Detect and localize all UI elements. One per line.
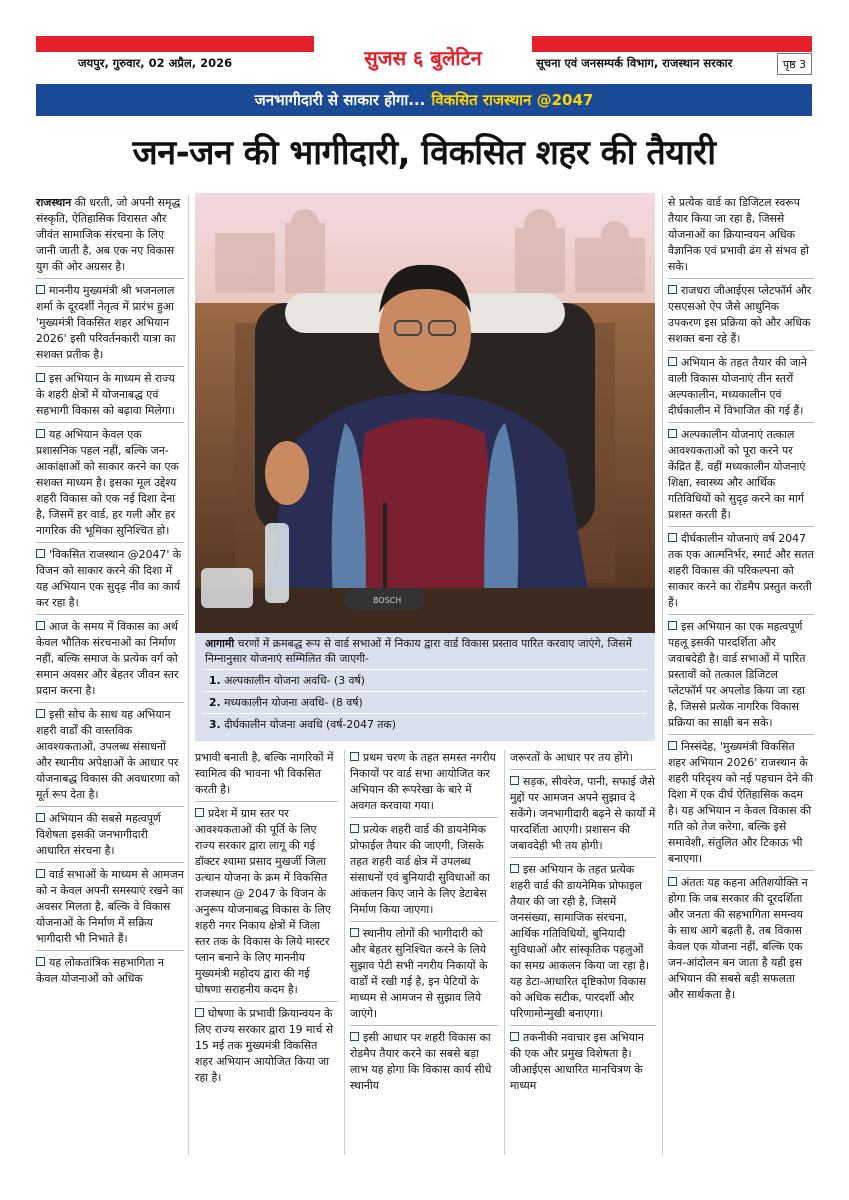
article-paragraph [350,926,498,1026]
article-paragraph [36,283,184,367]
article-paragraph [36,955,184,990]
article-paragraph [668,739,814,871]
bullet-square-icon [36,957,45,966]
column-divider [188,195,189,1155]
bullet-square-icon [668,877,677,886]
paragraph-text: आज के समय में विकास का अर्थ केवल भौतिक संरचनाओं का निर्माण नहीं, बल्कि समाज के प्रत्येक वर्ग को समान अवसर और बेहतर जीवन स्तर प्रदान करना है। [36,620,179,697]
chief-minister-photo [195,193,655,633]
plan-item-number: 1. [209,674,221,687]
article-paragraph [36,707,184,807]
paragraph-text: सड़क, सीवरेज, पानी, सफाई जैसे मुद्दों पर आमजन अपने सुझाव दे सकेंगे। जनभागीदारी बढ़ने से कार्यों में पारदर्शिता आएगी। प्रशासन की जबावदेही भी तय होगी। [510,775,656,852]
paragraph-text: तकनीकी नवाचार इस अभियान की एक और प्रमुख विशेषता है। जीआईएस आधारित मानचित्रण के माध्यम [510,1031,644,1092]
bullet-square-icon [36,373,45,382]
bullet-square-icon [36,285,45,294]
column-divider [504,750,505,1155]
bullet-square-icon [36,621,45,630]
info-intro [203,636,647,670]
plan-item [203,692,647,714]
plan-item-number: 3. [209,718,221,731]
article-column-2 [195,750,338,1093]
paragraph-text: इसी आधार पर शहरी विकास का रोडमैप तैयार करने का सबसे बड़ा लाभ यह होगा कि विकास कार्य सीधे स्थानीय [350,1031,492,1092]
paragraph-text: प्रभावी बनाती है, बल्कि नागरिकों में स्वामित्व की भावना भी विकसित करती है। [195,751,334,796]
paragraph-text: अभियान की सबसे महत्वपूर्ण विशेषता इसकी जनभागीदारी आधारित संरचना है। [36,812,161,857]
masthead-date: जयपुर, गुरुवार, 02 अप्रैल, 2026 [78,56,233,70]
paragraph-text: की धरती, जो अपनी समृद्ध संस्कृति, ऐतिहासिक विरासत और जीवंत सामाजिक संरचना के लिए जानी जाती है, अब एक नए विकास युग की ओर अग्रसर है। [36,196,181,273]
info-lead-word: आगामी [205,637,235,650]
paragraph-text: से प्रत्येक वार्ड का डिजिटल स्वरूप तैयार किया जा रहा है, जिससे योजनाओं का क्रियान्वयन अधिक वैज्ञानिक एवं प्रभावी ढंग से संभव हो सके। [668,196,809,273]
paragraph-text: अंततः यह कहना अतिशयोक्ति न होगा कि जब सरकार की दूरदर्शिता और जनता की सहभागिता समन्वय के साथ आगे बढ़ती है, तब विकास केवल एक योजना नहीं, बल्कि एक जन-आंदोलन बन जाता है यही इस अभियान की सबसे बड़ी सफलता और सार्थकता है। [668,876,808,1001]
microphone-brand-label: BOSCH [373,596,402,605]
bullet-square-icon [668,429,677,438]
article-paragraph [350,822,498,922]
info-intro-text: चरणों में क्रमबद्ध रूप से वार्ड सभाओं में निकाय द्वारा वार्ड विकास प्रस्ताव पारित करवाए जाएंगे, जिसमें निम्नानुसार योजनाएं सम्मिलित की जाएगी- [205,637,633,665]
bullet-square-icon [668,621,677,630]
article-paragraph [510,862,656,1026]
bullet-square-icon [510,776,519,785]
article-column-4 [510,750,656,1101]
article-paragraph [36,371,184,423]
article-paragraph [36,811,184,863]
bullet-square-icon [195,1008,204,1017]
paragraph-text: वार्ड सभाओं के माध्यम से आमजन को न केवल अपनी समस्याएं रखने का अवसर मिलता है, बल्कि वे विकास योजनाओं के निर्माण में सक्रिय भागीदारी भी निभाते हैं। [36,868,184,945]
paragraph-text: घोषणा के प्रभावी क्रियान्वयन के लिए राज्य सरकार द्वारा 19 मार्च से 15 मई तक मुख्यमंत्री विकसित शहर अभियान आयोजित किया जा रहा है। [195,1007,334,1084]
plan-item-number: 2. [209,696,221,709]
bullet-square-icon [510,1032,519,1041]
article-paragraph [350,750,498,818]
bullet-square-icon [668,357,677,366]
photo-illustration [195,193,655,633]
article-column-3 [350,750,498,1101]
article-paragraph [350,1030,498,1097]
article-paragraph [195,806,338,1002]
article-paragraph [668,195,814,279]
campaign-banner [36,84,812,116]
masthead [36,36,812,78]
article-column-1 [36,195,184,994]
paragraph-text: इस अभियान के तहत प्रत्येक शहरी वार्ड की डायनेमिक प्रोफाइल तैयार की जा रही है, जिसमें जनसंख्या, सामाजिक संरचना, आर्थिक गतिविधियों, बुनियादी सुविधाओं और सांस्कृतिक पहलुओं का समग्र आकलन किया जा रहा है। यह डेटा-आधारित दृष्टिकोण विकास को अधिक सटीक, पारदर्शी और परिणामोन्मुखी बनाएगा। [510,863,650,1020]
bullet-square-icon [668,741,677,750]
article-paragraph [510,1030,656,1097]
paragraph-text: प्रत्येक शहरी वार्ड की डायनेमिक प्रोफाईल तैयार की जाएगी, जिसके तहत शहरी वार्ड क्षेत्र में उपलब्ध संसाधनों एवं बुनियादी सुविधाओं का आंकलन किए जाने के लिए डेटाबेस निर्माण किया जाएगा। [350,823,490,916]
paragraph-text: अल्पकालीन योजनाएं तत्काल आवश्यकताओं को पूरा करने पर केंद्रित हैं, वहीं मध्यकालीन योजनाएं शिक्षा, स्वास्थ्य और आर्थिक गतिविधियों को सुदृढ़ करने का मार्ग प्रशस्त करती हैं। [668,428,806,521]
article-paragraph [36,195,184,279]
paragraph-text: राजधरा जीआईएस प्लेटफॉर्म और एसएसओ ऐप जैसे आधुनिक उपकरण इस प्रक्रिया को और अधिक सशक्त बना रहे हैं। [668,284,812,345]
bulletin-logo-text: सुजस ६ बुलेटिन [364,45,482,70]
paragraph-text: यह अभियान केवल एक प्रशासनिक पहल नहीं, बल्कि जन-आकांक्षाओं को साकार करने का एक सशक्त माध्यम है। इसका मूल उद्देश्य शहरी विकास को एक नई दिशा देना है, जिसमें हर वार्ड, हर गली और हर नागरिक की भूमिका सुनिश्चित हो। [36,428,179,537]
column-divider [344,750,345,1155]
paragraph-text: प्रथम चरण के तहत समस्त नगरीय निकायों पर वार्ड सभा आयोजित कर अभियान की रूपरेखा के बारे में अवगत करवाया गया। [350,751,496,812]
paragraph-text: प्रदेश में ग्राम स्तर पर आवश्यकताओं की पूर्ति के लिए राज्य सरकार द्वारा लागू की गई डॉक्टर श्यामा प्रसाद मुखर्जी जिला उत्थान योजना के क्रम में विकसित राजस्थान @ 2047 के विजन के अनुरूप योजनाबद्ध विकास के लिए शहरी नगर निकाय क्षेत्रों में जिला स्तर तक के विकास के लिये मास्टर प्लान बनाने के लिए माननीय मुख्यमंत्री महोदय द्वारा की गई घोषणा सराहनीय कदम है। [195,807,331,996]
article-paragraph [36,427,184,543]
article-paragraph [668,531,814,615]
bullet-square-icon [668,533,677,542]
plan-item-text: मध्यकालीन योजना अवधि- (8 वर्ष) [224,696,363,709]
bullet-square-icon [36,429,45,438]
bullet-square-icon [36,549,45,558]
page-number: पृष्ठ 3 [777,53,812,75]
bullet-square-icon [195,808,204,817]
bullet-square-icon [36,869,45,878]
paragraph-text: स्थानीय लोगों की भागीदारी को और बेहतर सुनिश्चित करने के लिये सुझाव पेटी सभी नगरीय निकायों के वार्डों में रखी गई है, इन पेटियों के माध्यम से आमजन से सुझाव लिये जाएंगे। [350,927,488,1020]
article-paragraph [668,355,814,423]
bullet-square-icon [510,864,519,873]
bullet-square-icon [350,824,359,833]
paragraph-text: अभियान के तहत तैयार की जाने वाली विकास योजनाएं तीन स्तरों अल्पकालीन, मध्यकालीन एवं दीर्घकालीन में विभाजित की गई हैं। [668,356,807,417]
campaign-lead: जनभागीदारी से साकार होगा... [254,91,426,109]
bullet-square-icon [350,1032,359,1041]
paragraph-text: निस्संदेह, 'मुख्यमंत्री विकसित शहर अभियान 2026' राजस्थान के शहरी परिदृश्य को नई पहचान देने की दिशा में एक दीर्घ ऐतिहासिक कदम है। यह अभियान न केवल विकास की गति को तेज करेगा, बल्कि इसे समावेशी, संतुलित और टिकाऊ भी बनाएगा। [668,740,813,865]
paragraph-text: यह लोकतांत्रिक सहभागिता न केवल योजनाओं को अधिक [36,956,164,985]
bullet-square-icon [36,813,45,822]
bulletin-logo [314,36,532,78]
article-paragraph [668,427,814,527]
plan-item-text: अल्पकालीन योजना अवधि- (3 वर्ष) [224,674,365,687]
article-paragraph [510,774,656,858]
plan-item [203,714,647,735]
article-paragraph [668,875,814,1006]
paragraph-text: इस अभियान का एक महत्वपूर्ण पहलू इसकी पारदर्शिता और जवाबदेही है। वार्ड सभाओं में पारित प्रस्तावों को तत्काल डिजिटल प्लेटफॉर्म पर अपलोड किया जा रहा है, जिससे प्रत्येक नागरिक विकास प्रक्रिया का साक्षी बन सके। [668,620,806,729]
paragraph-text: जरूरतों के आधार पर तय होंगे। [510,751,633,764]
article-paragraph [195,1006,338,1089]
plan-info-box [195,633,655,741]
article-paragraph [36,867,184,951]
campaign-highlight: विकसित राजस्थान @2047 [431,91,594,109]
article-paragraph [36,547,184,615]
bullet-square-icon [668,285,677,294]
article-paragraph [195,750,338,802]
bullet-square-icon [350,928,359,937]
article-paragraph [36,619,184,703]
article-paragraph [668,283,814,351]
paragraph-text: इस अभियान के माध्यम से राज्य के शहरी क्षेत्रों में योजनाबद्ध एवं सहभागी विकास को बढ़ावा मिलेगा। [36,372,175,417]
paragraph-text: 'विकसित राजस्थान @2047' के विजन को साकार करने की दिशा में यह अभियान एक सुदृढ़ नींव का कार्य कर रहा है। [36,548,182,609]
article-paragraph [510,750,656,770]
paragraph-text: माननीय मुख्यमंत्री श्री भजनलाल शर्मा के दूरदर्शी नेतृत्व में प्रारंभ हुआ 'मुख्यमंत्री विकसित शहर अभियान 2026' इसी परिवर्तनकारी यात्रा का सशक्त प्रतीक है। [36,284,176,361]
article-paragraph [668,619,814,735]
plan-item-text: दीर्घकालीन योजना अवधि (वर्ष-2047 तक) [224,718,396,731]
article-column-5 [668,195,814,1010]
bullet-square-icon [36,709,45,718]
paragraph-text: दीर्घकालीन योजनाएं वर्ष 2047 तक एक आत्मनिर्भर, स्मार्ट और सतत शहरी विकास की परिकल्पना को साकार करने का रोडमैप प्रस्तुत करती हैं। [668,532,814,609]
bullet-square-icon [350,752,359,761]
masthead-department: सूचना एवं जनसम्पर्क विभाग, राजस्थान सरकार [536,56,733,70]
column-divider [662,195,663,1155]
intro-bold-word: राजस्थान [36,196,72,209]
page-headline: जन-जन की भागीदारी, विकसित शहर की तैयारी [132,133,716,173]
paragraph-text: इसी सोच के साथ यह अभियान शहरी वार्डों की वास्तविक आवश्यकताओं, उपलब्ध संसाधनों और स्थानीय अपेक्षाओं के आधार पर योजनाबद्ध विकास की अवधारणा को मूर्त रूप देता है। [36,708,180,801]
plan-item [203,670,647,692]
